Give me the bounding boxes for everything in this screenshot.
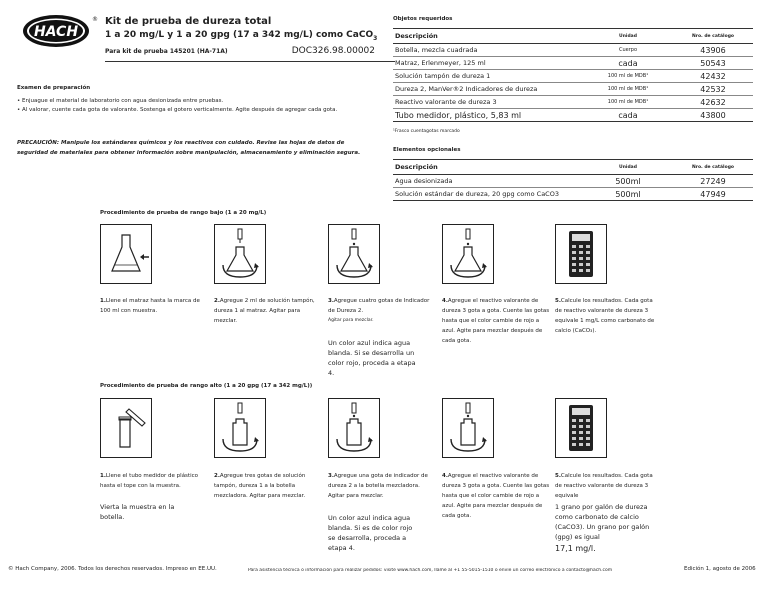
low-step-4: 4.Agregue el reactivo valorante de dureza 3 gota a gota. Cuente las gotas hasta que el color cambie de rojo a azul. Agite para mezclar después de cada gota. (442, 298, 550, 344)
registered-mark: ® (92, 16, 98, 23)
table-row: Matraz, Erlenmeyer, 125 ml cada 50543 (393, 57, 753, 70)
footer-edition: Edición 1, agosto de 2006 (684, 566, 756, 572)
high-step-1: 1.Llene el tubo medidor de plástico hasta el tope con la muestra. (100, 473, 199, 489)
hach-logo (22, 14, 90, 48)
table-row: Botella, mezcla cuadrada Cuerpo 43906 (393, 44, 753, 57)
low-step-5: 5.Calcule los resultados. Cada gota de reactivo valorante de dureza 3 equivale 1 mg/L como carbonato de calcio (CaCO₃). (555, 298, 655, 334)
tube-fill-icon (100, 398, 152, 458)
calculator-icon (555, 398, 607, 458)
high-note-5b: 17,1 mg/l. (555, 544, 596, 553)
low-range-heading: Procedimiento de prueba de rango bajo (1 a 20 mg/L) (100, 210, 267, 216)
high-step-3: 3.Agregue una gota de indicador de dureza 2 a la botella mezcladora. Agitar para mezclar. (328, 473, 428, 499)
footer-assist: Para asistencia técnica o información para realizar pedidos: visite www.hach.com, llame al +1 55-5015-1510 o envíe un correo electrónico a contacto@hach.com (248, 568, 613, 573)
low-step-3: 3.Agregue cuatro gotas de Indicador de Dureza 2. Agitar para mezclar. (328, 298, 430, 323)
bottle-titrate-icon (442, 398, 494, 458)
table-row: Reactivo valorante de dureza 3 100 ml de MDB¹ 42632 (393, 96, 753, 109)
high-note-3: Un color azul indica agua blanda. Si es de color rojo se desarrolla, proceda a etapa 4. (328, 514, 413, 552)
bottle-drop-icon (328, 398, 380, 458)
table-row: Tubo medidor, plástico, 5,83 ml cada 43800 (393, 109, 753, 122)
table-row: Solución tampón de dureza 1 100 ml de MDB¹ 42432 (393, 70, 753, 83)
flask-drops-icon (328, 224, 380, 284)
kit-line (105, 48, 395, 60)
table-row: Solución estándar de dureza, 20 gpg como CaCO3 500ml 47949 (393, 188, 753, 201)
caution-text: PRECAUCIÓN: Manipule los estándares químicos y los reactivos con cuidado. Revise las hojas de datos de seguridad de materiales para obtener información sobre manipulación, almacenamiento y eliminación segura. (17, 140, 361, 156)
bottle-dropper-swirl-icon (214, 398, 266, 458)
flask-titrate-icon (442, 224, 494, 284)
high-step-5: 5.Calcule los resultados. Cada gota de reactivo valorante de dureza 3 equivale (555, 473, 653, 499)
high-note-1: Vierta la muestra en la botella. (100, 503, 175, 521)
footer-copyright: © Hach Company, 2006. Todos los derechos reservados. Impreso en EE.UU. (8, 566, 217, 572)
flask-fill-icon (100, 224, 152, 284)
high-step-4: 4.Agregue el reactivo valorante de dureza 3 gota a gota. Cuente las gotas hasta que el color cambie de rojo a azul. Agite para mezclar después de cada gota. (442, 473, 550, 519)
flask-dropper-swirl-icon (214, 224, 266, 284)
prep-bullets: • Enjuague el material de laboratorio con agua desionizada entre pruebas. • Al valorar, cuente cada gota de valorante. Sostenga el gotero verticalmente. Agite después de agregar cada gota. (17, 98, 338, 113)
brand-text: HACH (33, 24, 79, 40)
table-row: Agua desionizada 500ml 27249 (393, 175, 753, 188)
header-rule (105, 61, 395, 62)
low-step-1: 1.Llene el matraz hasta la marca de 100 ml con muestra. (100, 298, 200, 314)
calculator-icon (555, 224, 607, 284)
prep-heading: Examen de preparación (17, 85, 91, 91)
required-footnote: ¹Frasco cuentagotas marcado (393, 129, 460, 134)
required-table (393, 28, 753, 122)
low-note-3: Un color azul indica agua blanda. Si se desarrolla un color rojo, proceda a etapa 4. (328, 339, 416, 377)
table-header: Descripción Unidad Nro. de catálogo (393, 29, 753, 44)
doc-number: DOC326.98.00002 (291, 46, 375, 56)
low-step-2: 2.Agregue 2 ml de solución tampón, dureza 1 al matraz. Agitar para mezclar. (214, 298, 315, 324)
doc-subtitle: 1 a 20 mg/L y 1 a 20 gpg (17 a 342 mg/L) como CaCO$_3$ (105, 30, 378, 42)
kit-label: Para kit de prueba 145201 (HA-71A) (105, 48, 228, 55)
high-range-heading: Procedimiento de prueba de rango alto (1 a 20 gpg (17 a 342 mg/L)) (100, 383, 313, 389)
table-row: Dureza 2, ManVer®2 Indicadores de dureza 100 ml de MDB¹ 42532 (393, 83, 753, 96)
optional-heading: Elementos opcionales (393, 147, 461, 153)
optional-table (393, 159, 753, 201)
high-step-2: 2.Agregue tres gotas de solución tampón, dureza 1 a la botella mezcladora. Agitar para mezclar. (214, 473, 306, 499)
high-note-5: 1 grano por galón de dureza como carbonato de calcio (CaCO3). Un grano por galón (gpg) es igual (555, 503, 650, 541)
table-header: Descripción Unidad Nro. de catálogo (393, 160, 753, 175)
required-heading: Objetos requeridos (393, 16, 453, 22)
doc-title: Kit de prueba de dureza total (105, 16, 272, 27)
